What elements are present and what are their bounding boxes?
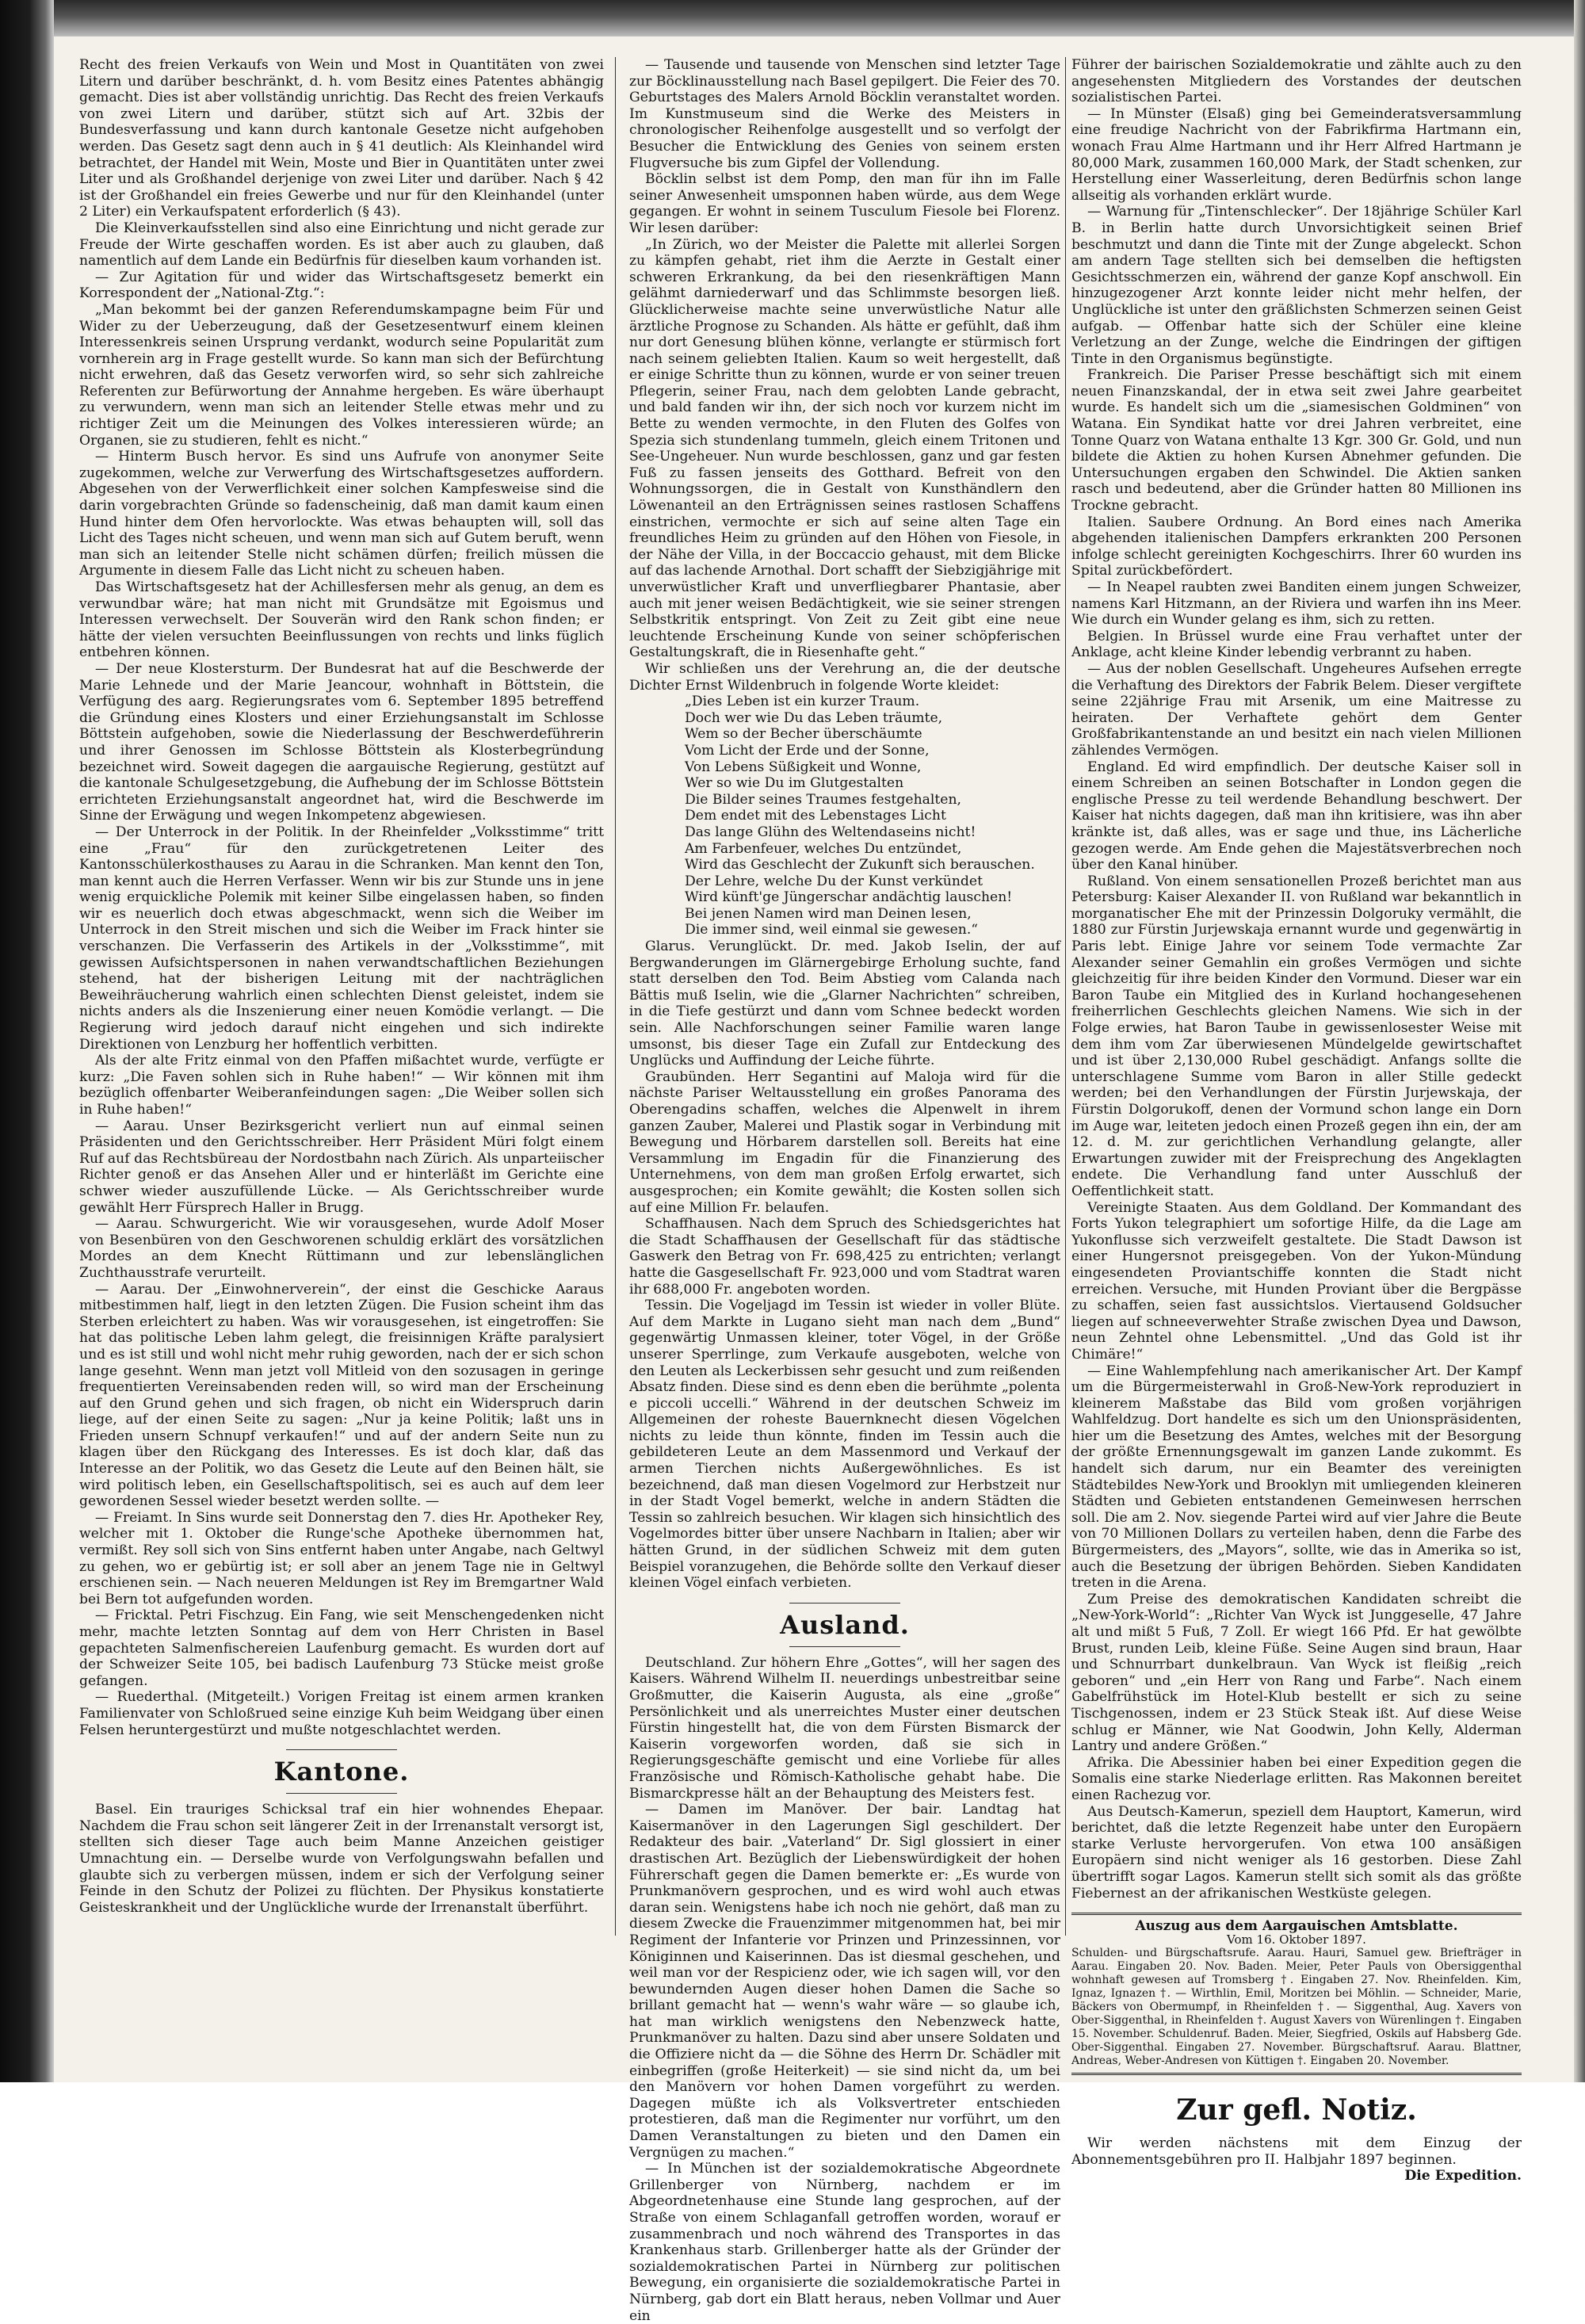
gazette-text: Schulden- und Bürgschaftsrufe. Aarau. Hauri, Samuel gew. Briefträger in Aarau. Eingaben 20. Nov. Baden. Meier, Peter Pauls von Obersiggenthal wohnhaft gewesen auf Tromsberg †. Eingaben 27. Nov. Rheinfelden. Kim, Ignaz, Ignazen †. — Wirthlin, Emil, Moritzen bei Möhlin. — Schneider, Marie, Bäckers von Obermumpf, in Rheinfelden †. — Siggenthal, Aug. Xavers von Ober-Siggenthal, in Rheinfelden †. August Xavers von Würenlingen †. Eingaben 15. November. Schuldenruf. Baden. Meier, Siegfried, Oskils auf Habsberg Gde. Ober-Siggenthal. Eingaben 27. November. Bürgschaftsruf. Aarau. Blattner, Andreas, Weber-Andresen von Küttigen †. Eingaben 20. November. xyxy=(1071,1947,1522,2068)
notice-heading: Zur gefl. Notiz. xyxy=(1176,2093,1417,2127)
poem-line: Wem so der Becher überschäumte xyxy=(685,726,922,743)
article-paragraph: Rußland. Von einem sensationellen Prozeß berichtet man aus Petersburg: Kaiser Alexander II. von Rußland war bekanntlich in morganatischer Ehe mit der Prinzessin Dolgoruky vermählt, die 1880 zur Fürstin Jurjewskaja ernannt wurde und gegenwärtig in Paris lebt. Einige Jahre vor seinem Tode vermachte Zar Alexander seiner Gemahlin ein großes Vermögen und sichte gleichzeitig für ihre beiden Kinder den Vormund. Dieser war ein Baron Taube ein Mitglied des in Kurland hochangesehenen freiherrlichen Geschlechts gleichen Namens. Wie sich in der Folge erwies, hat Baron Taube in gewissenlosester Weise mit dem ihm vom Zar überwiesenen Mündelgelde gewirtschaftet und ist über 2,130,000 Rubel geschädigt. Anfangs sollte die unterschlagene Summe vom Baron in aller Stille gedeckt werden; bei den Verhandlungen der Fürstin Jurjewskaja, der Fürstin Dolgorukoff, denen der Vormund schon lange ein Dorn im Auge war, leiteten jedoch einen Prozeß gegen ihn ein, der am 12. d. M. zur gerichtlichen Verhandlung gelangte, aller Erwartungen zuwider mit der Freisprechung des Angeklagten endete. Die Verhandlung fand unter Ausschluß der Oeffentlichkeit statt. xyxy=(1071,873,1522,1199)
article-paragraph: — Fricktal. Petri Fischzug. Ein Fang, wie seit Menschengedenken nicht mehr, machte letzten Sonntag auf dem von Herr Christen in Basel gepachteten Salmenfischereien Laufenburg gemacht. Es wurden dort auf der Schweizer Seite 105, bei badisch Laufenburg 73 Stücke meist große gefangen. xyxy=(79,1607,604,1689)
article-paragraph: — Warnung für „Tintenschlecker“. Der 18jährige Schüler Karl B. in Berlin hatte durch Unvorsichtigkeit seinen Brief beschmutzt und dann die Tinte mit der Zunge abgeleckt. Schon am andern Tage stellten sich bei demselben die heftigsten Gesichtsschmerzen ein, während der ganze Kopf anschwoll. Ein hinzugezogener Arzt konnte leider nicht mehr helfen, der Unglückliche ist unter den gräßlichsten Schmerzen seinen Geist aufgab. — Offenbar hatte sich der Schüler eine kleine Verletzung an der Zunge, welche die Eindringen der giftigen Tinte in den Organismus begünstigte. xyxy=(1071,204,1522,367)
article-paragraph: Die Kleinverkaufsstellen sind also eine Einrichtung und nicht gerade zur Freude der Wirte geschaffen worden. Es ist aber auch zu glauben, daß namentlich auf dem Lande ein Bedürfnis für dieselben kaum vorhanden ist. xyxy=(79,220,604,269)
article-paragraph: Deutschland. Zur höhern Ehre „Gottes“, will her sagen des Kaisers. Während Wilhelm II. neuerdings unbestreitbar seine Großmutter, die Kaiserin Augusta, als eine „große“ Persönlichkeit und als unerreichtes Muster einer deutschen Fürstin hingestellt hat, die von dem Fürsten Bismarck der Kaiserin vorgeworfen worden, daß sie sich in Regierungsgeschäfte gemischt und eine Vorliebe für alles Französische und Römisch-Katholische gehabt habe. Die Bismarckpresse hält an der Behauptung des Meisters fest. xyxy=(629,1654,1060,1802)
article-paragraph: Wir schließen uns der Verehrung an, die der deutsche Dichter Ernst Wildenbruch in folgende Worte kleidet: xyxy=(629,660,1060,694)
poem-line: Am Farbenfeuer, welches Du entzündet, xyxy=(685,840,962,857)
notice-text: Wir werden nächstens mit dem Einzug der Abonnementsgebühren pro II. Halbjahr 1897 beginnen. xyxy=(1071,2135,1522,2168)
article-paragraph: Als der alte Fritz einmal von den Pfaffen mißachtet wurde, verfügte er kurz: „Die Faven sohlen sich in Ruhe haben!“ — Wir können mit ihm bezüglich offenbarter Weiberanfeindungen sagen: „Die Weiber sollen sich in Ruhe haben!“ xyxy=(79,1053,604,1118)
poem-line: Das lange Glühn des Weltendaseins nicht! xyxy=(685,824,976,840)
article-paragraph: Afrika. Die Abessinier haben bei einer Expedition gegen die Somalis eine starke Niederlage erlitten. Ras Makonnen bereitet einen Rachezug vor. xyxy=(1071,1754,1522,1803)
article-paragraph: — Aarau. Unser Bezirksgericht verliert nun auf einmal seinen Präsidenten und den Gerichtsschreiber. Herr Präsident Müri folgt einem Ruf auf das Rechtsbüreau der Nordostbahn nach Zürich. Als unparteiischer Richter genoß er das Ansehen Aller und er hinterläßt im Gerichte eine schwer wieder auszufüllende Lücke. — Als Gerichtsschreiber wurde gewählt Herr Fürsprech Haller in Brugg. xyxy=(79,1118,604,1216)
poem-line: „Dies Leben ist ein kurzer Traum. xyxy=(685,694,920,710)
article-paragraph: — Hinterm Busch hervor. Es sind uns Aufrufe von anonymer Seite zugekommen, welche zur Verwerfung des Wirtschaftsgesetzes auffordern. Abgesehen von der Verwerflichkeit einer solchen Kampfesweise sind die darin vorgebrachten Gründe so fadenscheinig, daß man damit kaum einen Hund hinter dem Ofen hervorlockte. Was etwas behaupten will, soll das Licht des Tages nicht scheuen, und wenn man sich auf Gutem beruft, wenn man sich an leitender Stelle nicht schämen dürfen; freilich müssen die Argumente in diesem Falle das Licht nicht zu scheuen haben. xyxy=(79,449,604,579)
article-paragraph: Tessin. Die Vogeljagd im Tessin ist wieder in voller Blüte. Auf dem Markte in Lugano sieht man nach dem „Bund“ gegenwärtig Unmassen kleiner, toter Vögel, in der Größe unserer Sperrlinge, zum Verkaufe ausgeboten, welche von den Leuten als Leckerbissen sehr gesucht und zum reißenden Absatz finden. Diese sind es denn eben die berühmte „polenta e piccoli uccelli.“ Während in der deutschen Schweiz im Allgemeinen der roheste Bauernknecht diesen Vögelchen nichts zu leide thun könnte, finden im Tessin auch die gebildeteren Leute an dem Massenmord und Verkauf der armen Tierchen nichts Außergewöhnliches. Es ist bezeichnend, daß man diesen Vogelmord zur Herbstzeit nur in der Stadt Vogel bemerkt, welche in andern Städten die Tessin so zahlreich besuchen. Wir klagen sich hinsichtlich des Vogelmordes bitter über unsere Nachbarn in Italien; aber wir hätten Grund, in der südlichen Schweiz mit dem guten Beispiel voranzugehen, die Behörde sollte den Verkauf dieser kleinen Vögel einfach verbieten. xyxy=(629,1298,1060,1592)
article-paragraph: — In Neapel raubten zwei Banditen einem jungen Schweizer, namens Karl Hitzmann, an der Riviera und warfen ihn ins Meer. Wie durch ein Wunder gelang es ihm, sich zu retten. xyxy=(1071,579,1522,629)
book-binding-shadow xyxy=(0,0,54,2082)
article-paragraph: England. Ed wird empfindlich. Der deutsche Kaiser soll in einem Schreiben an seinen Botschafter in London gegen die englische Presse zu teil werdende Behandlung beschwert. Der Kaiser hat nichts dagegen, daß man ihn kritisiere, was ihn aber kränkte ist, daß alles, was er sage und thue, ins Lächerliche gezogen werde. Am Ende gehen die Majestätsverbrechen noch über den Kanal hinüber. xyxy=(1071,759,1522,873)
column-1 xyxy=(79,57,604,1916)
column-3 xyxy=(1071,57,1522,2184)
article-paragraph: Vereinigte Staaten. Aus dem Goldland. Der Kommandant des Forts Yukon telegraphiert um sofortige Hilfe, da die Lage am Yukonflusse sich verzweifelt gestaltete. Die Stadt Dawson ist einer Hungersnot preisgegeben. Von der Yukon-Mündung eingesendeten Proviantschiffe konnten die Stadt nicht erreichen. Versuche, mit Hunden Proviant über die Bergpässe zu schaffen, seien fast aussichtslos. Viertausend Goldsucher liegen auf schneeverwehter Straße zwischen Dyea und Dawson, neun Zehntel ohne Lebensmittel. „Und das Gold ist ihr Chimäre!“ xyxy=(1071,1199,1522,1363)
article-paragraph: Führer der bairischen Sozialdemokratie und zählte auch zu den angesehensten Mitgliedern des Vorstandes der deutschen sozialistischen Partei. xyxy=(1071,57,1522,106)
article-paragraph: Das Wirtschaftsgesetz hat der Achillesfersen mehr als genug, an dem es verwundbar wäre; hat man nicht mit Grundsätze mit Egoismus und Interessen verwechselt. Der Souverän wird den Rank schon finden; er hätte der vielen versuchten Beeinflussungen von rechts und links füglich entbehren können. xyxy=(79,579,604,661)
article-paragraph: Böcklin selbst ist dem Pomp, den man für ihn im Falle seiner Anwesenheit umsponnen haben würde, aus dem Wege gegangen. Er wohnt in seinem Tusculum Fiesole bei Florenz. Wir lesen darüber: xyxy=(629,171,1060,236)
article-paragraph: — Der Unterrock in der Politik. In der Rheinfelder „Volksstimme“ tritt eine „Frau“ für den zurückgetretenen Leiter des Kantonsschülerkosthauses zu Aarau in die Schranken. Man kennt den Ton, man kennt auch die Herren Verfasser. Wenn wir bis zur Stunde uns in jene wenig erquickliche Polemik mit keiner Silbe eingelassen haben, so finden wir es neuerlich doch etwas abgeschmackt, wenn sich die Weiber im Unterrock in den Streit mischen und sich die Weiber im Frack hinter sie verschanzen. Die Verfasserin des Artikels in der „Volksstimme“, mit gewissen Aufsichtspersonen in nahen verwandtschaftlichen Beziehungen stehend, hat der bisherigen Leitung mit der nachträglichen Beweihräucherung wahrlich einen schlechten Dienst geleistet, indem sie nichts anders als die Inszenierung einer neuen Komödie verlangt. — Die Regierung wird jedoch darauf nicht eingehen und sich indirekte Direktionen von Lenzburg her hoffentlich verbitten. xyxy=(79,824,604,1053)
poem-line: Die Bilder seines Traumes festgehalten, xyxy=(685,791,962,808)
article-paragraph: Aus Deutsch-Kamerun, speziell dem Hauptort, Kamerun, wird berichtet, daß die letzte Regenzeit habe unter den Europäern starke Verluste hervorgerufen. Von etwa 100 ansäßigen Europäern sind nicht weniger als 16 gestorben. Diese Zahl übertrifft sogar Lagos. Kamerun stellt sich somit als das größte Fiebernest an der afrikanischen Westküste gelegen. xyxy=(1071,1803,1522,1902)
notice-signature: Die Expedition. xyxy=(1404,2168,1522,2184)
gazette-date: Vom 16. Oktober 1897. xyxy=(1227,1932,1366,1947)
poem-line: Wird das Geschlecht der Zukunft sich berauschen. xyxy=(685,857,1035,873)
poem-line: Bei jenen Namen wird man Deinen lesen, xyxy=(685,905,972,922)
article-paragraph: — Aus der noblen Gesellschaft. Ungeheures Aufsehen erregte die Verhaftung des Direktors der Fabrik Belem. Dieser vergiftete seine 22jährige Frau mit Arsenik, um eine Maitresse zu heiraten. Der Verhaftete gehört dem Genter Großfabrikantenstande an und besitzt ein nach vielen Millionen zählendes Vermögen. xyxy=(1071,660,1522,759)
column-divider xyxy=(1065,57,1066,1936)
poem-line: Wer so wie Du im Glutgestalten xyxy=(685,775,904,792)
section-heading-kantone: Kantone. xyxy=(79,1749,604,1794)
article-paragraph: — In München ist der sozialdemokratische Abgeordnete Grillenberger von Nürnberg, nachdem er im Abgeordnetenhause eine Stunde lang gesprochen, auf der Straße von einem Schlaganfall getroffen worden, worauf er zusammenbrach und noch während des Transportes in das Krankenhaus starb. Grillenberger hatte als der Gründer der sozialdemokratischen Partei in Nürnberg zur politischen Bewegung, ein organisierte die sozialdemokratische Partei in Nürnberg, gab dort ein Blatt heraus, neben Vollmar und Auer ein xyxy=(629,2161,1060,2324)
article-paragraph: — In Münster (Elsaß) ging bei Gemeinderatsversammlung eine freudige Nachricht von der Fabrikfirma Hartmann ein, wonach Frau Alme Hartmann und ihr Herr Alfred Hartmann je 80,000 Mark, zusammen 160,000 Mark, der Stadt schenken, zur Herstellung einer Wasserleitung, deren Bedürfnis schon lange allseitig als vorhanden erklärt wurde. xyxy=(1071,105,1522,204)
poem-line: Die immer sind, weil einmal sie gewesen.“ xyxy=(685,922,979,938)
article-paragraph: — Zur Agitation für und wider das Wirtschaftsgesetz bemerkt ein Korrespondent der „National-Ztg.“: xyxy=(79,269,604,302)
article-paragraph: Basel. Ein trauriges Schicksal traf ein hier wohnendes Ehepaar. Nachdem die Frau schon seit längerer Zeit in der Irrenanstalt versorgt ist, stellten sich dieser Tage auch beim Manne Anzeichen geistiger Umnachtung ein. — Derselbe wurde von Verfolgungswahn befallen und glaubte sich zu verbergen müssen, indem er sich der Verfolgung seiner Feinde in den Schutz der Polizei zu flüchten. Der Physikus konstatierte Geisteskrankheit und der Unglückliche wurde der Irrenanstalt überführt. xyxy=(79,1802,604,1916)
section-heading-ausland: Ausland. xyxy=(629,1603,1060,1647)
poem-line: Doch wer wie Du das Leben träumte, xyxy=(685,709,943,726)
article-paragraph: Recht des freien Verkaufs von Wein und Most in Quantitäten von zwei Litern und darüber beschränkt, d. h. vom Besitz eines Patentes abhängig gemacht. Dies ist aber vollständig unrichtig. Das Recht des freien Verkaufs von zwei Litern und darüber, stützt sich auf Art. 32bis der Bundesverfassung und kann durch kantonale Gesetze nicht aufgehoben werden. Das Gesetz sagt denn auch in § 41 deutlich: Als Kleinhandel wird betrachtet, der Handel mit Wein, Moste und Bier in Quantitäten unter zwei Liter und als Großhandel derjenige von zwei Liter und darüber. Nach § 42 ist der Großhandel ein freies Gewerbe und nur für den Kleinhandel (unter 2 Liter) ein Verkaufspatent erforderlich (§ 43). xyxy=(79,57,604,220)
poem-line: Vom Licht der Erde und der Sonne, xyxy=(685,742,930,759)
article-paragraph: Zum Preise des demokratischen Kandidaten schreibt die „New-York-World“: „Richter Van Wyck ist Junggeselle, 47 Jahre alt und mißt 5 Fuß, 7 Zoll. Er wiegt 166 Pfd. Er hat gewölbte Brust, runden Leib, kleine Füße. Seine Augen sind braun, Haar und Schnurrbart dunkelbraun. Van Wyck ist fleißig „reich geboren“ und „ein Herr von Rang und Farbe“. Nach einem Gabelfrühstück im Hotel-Klub bestellt er sich zu seine Tischgenossen, indem er 23 Stück Steak ißt. Auf diese Weise schlug er Männer, wie Nat Goodwin, John Kelly, Alderman Lantry und andere Größen.“ xyxy=(1071,1591,1522,1755)
article-paragraph: — Freiamt. In Sins wurde seit Donnerstag den 7. dies Hr. Apotheker Rey, welcher mit 1. Oktober die Runge'sche Apotheke übernommen hat, vermißt. Rey soll sich von Sins entfernt haben unter Angabe, nach Geltwyl zu gehen, wo er gebürtig ist; er soll aber an jenem Tage nie in Geltwyl erschienen sein. — Nach neueren Meldungen ist Rey im Bremgartner Wald bei Bern tot aufgefunden worden. xyxy=(79,1509,604,1607)
article-paragraph: Glarus. Verunglückt. Dr. med. Jakob Iselin, der auf Bergwanderungen im Glärnergebirge Erholung suchte, fand statt derselben den Tod. Beim Abstieg vom Calanda nach Bättis muß Iselin, wie die „Glarner Nachrichten“ schreiben, in die Tiefe gestürzt und dann vom Schnee bedeckt worden sein. Alle Nachforschungen seiner Familie waren lange umsonst, bis dieser Tage ein Zufall zur Entdeckung des Unglücks und Auffindung der Leiche führte. xyxy=(629,938,1060,1069)
article-paragraph: Graubünden. Herr Segantini auf Maloja wird für die nächste Pariser Weltausstellung ein großes Panorama des Oberengadins schaffen, welches die Alpenwelt in ihrem ganzen Zauber, Malerei und Plastik sogar in Verbindung mit Bewegung und Hörbarem darstellen soll. Bereits hat eine Versammlung im Engadin für die Finanzierung des Unternehmens, von dem man großen Erfolg erwartet, sich ausgesprochen; ein Komite gewählt; die Kosten sollen sich auf eine Million Fr. belaufen. xyxy=(629,1068,1060,1216)
right-page-edge xyxy=(1574,0,1585,2082)
top-page-edge xyxy=(54,0,1585,36)
column-2 xyxy=(629,57,1060,2324)
column-divider xyxy=(615,57,616,1936)
poem-line: Wird künft'ge Jüngerschar andächtig lauschen! xyxy=(685,889,1013,906)
article-paragraph: — Der neue Klostersturm. Der Bundesrat hat auf die Beschwerde der Marie Lehnede und der Marie Jeancour, wohnhaft in Böttstein, die Verfügung des aarg. Regierungsrates vom 6. September 1895 betreffend die Gründung eines Klosters und einer Erziehungsanstalt im Schlosse Böttstein aufgehoben, sowie die Niederlassung der Beschwerdeführerin und ihrer Genossen im Schlosse Böttstein als Klosterbegründung bezeichnet wird. Soweit dagegen die aargauische Regierung, gestützt auf die kantonale Schulgesetzgebung, die Aufhebung der im Schlosse Böttstein errichteten Erziehungsanstalt angeordnet hat, wird die Beschwerde im Sinne der Erwägung und wegen Inkompetenz abgewiesen. xyxy=(79,660,604,824)
article-paragraph: „Man bekommt bei der ganzen Referendumskampagne beim Für und Wider zu der Ueberzeugung, daß der Gesetzesentwurf einem kleinen Interessenkreis seinen Ursprung verdankt, wodurch seine Popularität zum vornherein arg in Frage gestellt wurde. So kann man sich der Befürchtung nicht erwehren, daß das Gesetz verworfen wird, so sehr sich zahlreiche Referenten zur Befürwortung der Annahme hergeben. Es wäre überhaupt zu verwundern, wenn man sich an leitender Stelle etwas mehr und zu richtiger Zeit um die Meinungen des Volkes interessieren würde; an Organen, sie zu studieren, fehlt es nicht.“ xyxy=(79,301,604,449)
article-paragraph: — Ruederthal. (Mitgeteilt.) Vorigen Freitag ist einem armen kranken Familienvater von Schloßrued seine einzige Kuh beim Weidgang über einen Felsen heruntergestürzt und mußte notgeschlachtet werden. xyxy=(79,1689,604,1738)
poem-line: Dem endet mit des Lebenstages Licht xyxy=(685,808,946,824)
poem xyxy=(629,694,1060,938)
article-paragraph: — Aarau. Der „Einwohnerverein“, der einst die Geschicke Aaraus mitbestimmen half, liegt in den letzten Zügen. Die Fusion scheint ihm das Sterben erleichtert zu haben. Was wir vorausgesehen, ist eingetroffen: Sie hat das politische Leben lahm gelegt, die freisinnigen Kräfte paralysiert und es ist still und wohl nicht mehr ruhig geworden, nach der er sich schon lange gesehnt. Wenn man jetzt voll Mitleid von den sozusagen in geringe frequentierten Vereinsabenden reden will, so wird man der Erscheinung auf den Grund gehen und sich fragen, ob nicht ein Widerspruch darin liege, auf der einen Seite zu sagen: „Nur ja keine Politik; laßt uns in Frieden unsern Schnupf verkaufen!“ und auf der andern Seite nun zu klagen über den Rückgang des Interesses. Es ist doch klar, daß das Interesse an der Politik, wo das Gesetz die Leute auf den Beinen hält, sie wird politisch leben, ein Gesellschaftspolitisch, sei es auch auf dem leer gewordenen Sessel wieder besetzt werden sollte. — xyxy=(79,1281,604,1510)
article-paragraph: Italien. Saubere Ordnung. An Bord eines nach Amerika abgehenden italienischen Dampfers erkrankten 200 Personen infolge schlecht gereinigten Kochgeschirrs. Ihrer 60 wurden ins Spital zurückbefördert. xyxy=(1071,514,1522,579)
official-gazette-excerpt xyxy=(1071,1913,1522,2075)
poem-line: Von Lebens Süßigkeit und Wonne, xyxy=(685,759,922,775)
article-paragraph: — Tausende und tausende von Menschen sind letzter Tage zur Böcklinausstellung nach Basel gepilgert. Die Feier des 70. Geburtstages des Malers Arnold Böcklin veranstaltet worden. Im Kunstmuseum sind die Werke des Meisters in chronologischer Reihenfolge ausgestellt und so verfolgt der Besucher die Entwicklung des Genies von seinem ersten Flugversuche bis zum Gipfel der Vollendung. xyxy=(629,57,1060,171)
article-paragraph: Frankreich. Die Pariser Presse beschäftigt sich mit einem neuen Finanzskandal, der in etwa seit zwei Jahre gearbeitet wurde. Es handelt sich um die „siamesischen Goldminen“ von Watana. Ein Syndikat hatte vor drei Jahren verbreitet, eine Tonne Quarz von Watana enthalte 13 Kgr. 300 Gr. Gold, und nun bildete die Aktien zu hohen Kursen Abnehmer gefunden. Die Untersuchungen ergaben den Schwindel. Die Aktien sanken rasch und bedeutend, aber die Gründer hatten 80 Millionen ins Trockne gebracht. xyxy=(1071,367,1522,514)
poem-line: Der Lehre, welche Du der Kunst verkündet xyxy=(685,873,983,889)
gazette-title: Auszug aus dem Aargauischen Amtsblatte. xyxy=(1135,1918,1458,1935)
article-paragraph: — Aarau. Schwurgericht. Wie wir vorausgesehen, wurde Adolf Moser von Besenbüren von den Geschworenen schuldig erklärt des vorsätzlichen Mordes an dem Knecht Rüttimann und zur lebenslänglichen Zuchthausstrafe verurteilt. xyxy=(79,1216,604,1281)
article-paragraph: — Eine Wahlempfehlung nach amerikanischer Art. Der Kampf um die Bürgermeisterwahl in Groß-New-York reproduziert in kleinerem Maßstabe das Bild vom großen vorjährigen Wahlfeldzug. Dort handelte es sich um den Unionspräsidenten, hier um die Besetzung des Amtes, welches mit der Besorgung der größte Ernennungsgewalt im ganzen Lande zukommt. Es handelt sich darum, nur ein Beamter des vereinigten Städtebildes New-York und Brooklyn mit umliegenden kleineren Städten und Gebieten entstandenen Gemeinwesen herrschen soll. Die am 2. Nov. siegende Partei wird auf vier Jahre die Beute von 70 Millionen Dollars zu verteilen haben, denn die Farbe des Bürgermeisters, des „Mayors“, sollte, wie das in Amerika so ist, auch die Besetzung der übrigen Behörden. Sieben Kandidaten treten in die Arena. xyxy=(1071,1363,1522,1592)
article-paragraph: „In Zürich, wo der Meister die Palette mit allerlei Sorgen zu kämpfen gehabt, riet ihm die Aerzte in Gestalt einer schweren Erkrankung, da bei den riesenkräftigen Mann gelähmt darniederwarf und das Schlimmste besorgen ließ. Glücklicherweise machte seine unverwüstliche Natur alle ärztliche Prognose zu Schanden. Als hätte er gefühlt, daß ihm nur dort Genesung blühen könne, verlangte er stürmisch fort nach seinem geliebten Italien. Kaum so weit hergestellt, daß er einige Schritte thun zu können, wurde er von seiner treuen Pflegerin, seiner Frau, nach dem gelobten Lande gebracht, und bald fanden wir ihn, der sich noch vor kurzem nicht im Bette zu wenden vermochte, in den Fluten des Golfes von Spezia sich stundenlang tummeln, gleich einem Tritonen und See-Ungeheuer. Nun wurde beschlossen, ganz und gar festen Fuß zu fassen jenseits des Gotthard. Befreit von den Wohnungssorgen, die in Gestalt von Kunsthändlern den Löwenanteil an den Erträgnissen seines rastlosen Schaffens einstrichen, vermochte er sich auf seine alten Tage ein freundliches Heim zu gründen auf den Höhen von Fiesole, in der Nähe der Villa, in der Boccaccio gehaust, mit dem Blicke auf das lachende Arnothal. Dort schafft der Siebzigjährige mit unverwüstlicher Kraft und unverfliegbarer Phantasie, aber auch mit jener weisen Bedächtigkeit, wie sie seiner strengen Selbstkritik entspringt. Von Zeit zu Zeit gibt eine neue leuchtende Erscheinung Kunde von seiner schöpferischen Gestaltungskraft, die in Riesenhafte geht.“ xyxy=(629,236,1060,661)
article-paragraph: — Damen im Manöver. Der bair. Landtag hat Kaisermanöver in den Lagerungen Sigl geschildert. Der Redakteur des bair. „Vaterland“ Dr. Sigl glossiert in einer drastischen Art. Bezüglich der Liebenswürdigkeit der hohen Führerschaft gegen die Damen bemerkte er: „Es wurde von Prunkmanövern gesprochen, und es wird wohl auch etwas daran sein. Wenigstens habe ich noch nie gehört, daß man zu diesem Zwecke die Frauenzimmer mitgenommen hat, bei mir Regiment der Infanterie vor Prinzen und Prinzessinnen, vor Königinnen und Kaiserinnen. Das ist diesmal geschehen, und weil man vor der Respicienz oder, wie ich sagen will, vor den bewundernden Augen dieser hohen Damen die Sache so brillant gemacht hat — wenn's wahr wäre — so glaube ich, hat man wirklich wenigstens den Nebenzweck hatte, Prunkmanöver zu halten. Dazu sind aber unsere Soldaten und die Offiziere nicht da — die Söhne des Herrn Dr. Schädler mit einbegriffen (große Heiterkeit) — sie sind nicht da, um bei den Manövern vor hohen Damen vorgeführt zu werden. Dagegen müßte ich als Volksvertreter entschieden protestieren, daß man die Regimenter nur vorführt, um den Damen Veranstaltungen zu bieten und den Damen ein Vergnügen zu machen.“ xyxy=(629,1802,1060,2161)
article-paragraph: Schaffhausen. Nach dem Spruch des Schiedsgerichtes hat die Stadt Schaffhausen der Gesellschaft für das städtische Gaswerk den Betrag von Fr. 698,425 zu entrichten; verlangt hatte die Gasgesellschaft Fr. 923,000 und vom Stadtrat waren ihr 688,000 Fr. angeboten worden. xyxy=(629,1216,1060,1298)
article-paragraph: Belgien. In Brüssel wurde eine Frau verhaftet unter der Anklage, acht kleine Kinder lebendig verbrannt zu haben. xyxy=(1071,628,1522,661)
